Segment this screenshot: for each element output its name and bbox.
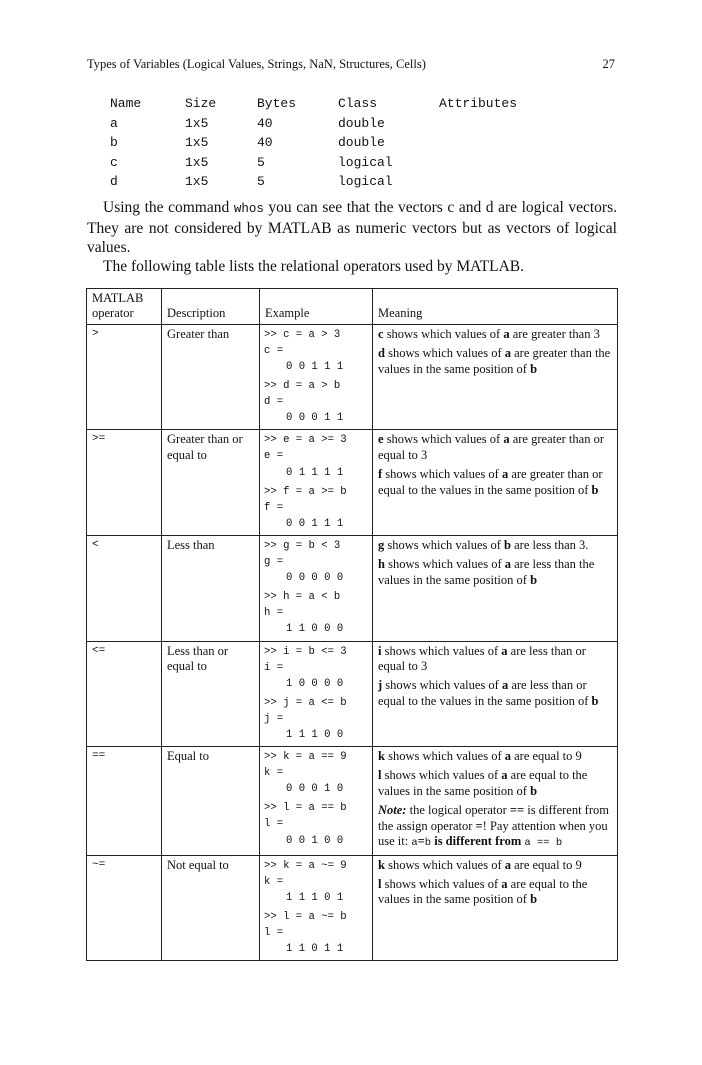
result-vector: 1 1 1 0 0 [286,728,344,741]
text: are less than or equal to 3 [378,643,586,673]
table-header-row [87,289,618,325]
text: are equal to 9 [510,749,582,764]
example-cell [260,430,373,536]
whos-cell: b [110,135,118,150]
bold-text: d [378,346,385,361]
code-line: >> e = a >= 3 [264,434,347,447]
header-operator: MATLAB operator [87,289,162,325]
bold-text: j [378,678,383,693]
running-title: Types of Variables (Logical Values, Strings, NaN, Structures, Cells) [87,57,426,71]
result-vector: 1 0 0 0 0 [286,677,344,690]
meaning-paragraph [378,858,612,873]
bold-text: a [501,678,509,693]
bold-text: a [501,768,508,783]
code-line: f = [264,501,284,514]
code-line: l = [264,818,284,831]
text: shows which values of [384,537,505,552]
bold-text: b [530,361,538,376]
whos-row [110,133,517,153]
code-line: >> k = a == 9 [264,751,347,764]
result-vector: 0 0 0 1 0 [286,783,344,796]
whos-header-row [110,94,517,114]
example-cell [260,641,373,747]
operator-cell: == [87,747,162,855]
text: shows which values of [384,749,505,764]
inline-code: whos [233,202,264,216]
whos-header-name: Name [110,96,142,111]
inline-code: a [411,837,418,850]
result-vector: 1 1 1 0 1 [286,891,344,904]
whos-cell: d [110,174,118,189]
result-vector: 1 1 0 1 1 [286,942,344,955]
body-text [87,198,617,276]
text: shows which values of [384,346,505,361]
code-line: i = [264,661,284,674]
header-example: Example [260,289,373,325]
code-line: c = [264,344,284,357]
table-row [87,324,618,430]
text: ! Pay attention when you use it: [378,818,608,849]
whos-header-attributes: Attributes [439,96,518,111]
description-cell: Less than [162,535,260,641]
code-line: k = [264,875,284,888]
meaning-paragraph [378,557,612,588]
text: are less than or equal to the values in the same position of [378,678,592,708]
bold-text: a [504,557,511,572]
result-vector: 0 0 1 0 0 [286,834,344,847]
meaning-cell [373,535,618,641]
whos-cell: 40 [257,135,273,150]
code-line: >> j = a <= b [264,696,347,709]
note-label: Note: [378,803,407,818]
whos-cell: 5 [257,174,265,189]
whos-header-class: Class [338,96,378,111]
code-line: j = [264,712,284,725]
example-cell [260,747,373,855]
code-line: h = [264,607,284,620]
bold-text: = [417,834,425,849]
bold-text: a [501,876,508,891]
result-vector: 0 0 0 0 0 [286,572,344,585]
page-number: 27 [602,57,615,71]
table-row [87,535,618,641]
meaning-paragraph [378,768,612,799]
meaning-paragraph [378,644,612,675]
bold-text: a [504,749,511,764]
bold-text: a [503,326,510,341]
whos-row [110,153,517,173]
bold-text: b [591,482,599,497]
example-cell [260,855,373,961]
text: are less than the values in the same position of [378,557,595,587]
text: shows which values of [382,467,502,482]
code-line: d = [264,396,284,409]
bold-text: a [501,643,508,658]
whos-header-bytes: Bytes [257,96,297,111]
bold-text: a [503,432,510,447]
meaning-paragraph [378,678,612,709]
table-row [87,855,618,961]
whos-cell: logical [338,174,393,189]
meaning-paragraph [378,877,612,908]
table-row [87,747,618,855]
bold-text: b [530,892,538,907]
paragraph: The following table lists the relational operators used by MATLAB. [103,258,524,275]
code-line: e = [264,450,284,463]
meaning-cell [373,324,618,430]
operator-cell: >= [87,430,162,536]
code-line: >> d = a > b [264,380,341,393]
whos-cell: 1x5 [185,174,209,189]
bold-text: == [509,803,525,818]
bold-text: a [504,857,511,872]
text: shows which values of [384,857,505,872]
code-line: >> h = a < b [264,591,341,604]
meaning-cell [373,430,618,536]
text: is different from the assign operator [378,803,609,833]
bold-text: i [378,643,382,658]
text: are equal to 9 [510,857,582,872]
meaning-paragraph [378,749,612,764]
text: shows which values of [381,876,502,891]
header-description: Description [162,289,260,325]
description-cell: Equal to [162,747,260,855]
description-cell: Not equal to [162,855,260,961]
bold-text: a [504,346,511,361]
inline-code: b [424,837,432,850]
description-cell: Less than or equal to [162,641,260,747]
bold-text: e [378,432,384,447]
text: you can see that the vectors c and d are logical vectors. They are not considered by MATLAB as numeric vectors but as vectors of logical values. [87,199,617,256]
code-line: g = [264,556,284,569]
whos-cell: 40 [257,115,273,131]
result-vector: 0 0 0 1 1 [286,412,344,425]
text: are equal to the values in the same position of [378,876,588,907]
text: are less than 3. [510,537,589,552]
result-vector: 1 1 0 0 0 [286,623,344,636]
meaning-cell [373,641,618,747]
text: shows which values of [383,326,504,341]
bold-text: b [530,572,538,587]
bold-text: a [501,467,509,482]
operator-cell: > [87,324,162,430]
text: are greater than or equal to the values in the same position of [378,467,603,497]
bold-text: c [378,326,384,341]
code-line: >> l = a ~= b [264,910,347,923]
meaning-paragraph [378,467,612,498]
whos-cell: double [338,115,385,131]
whos-row [110,114,517,134]
table-row [87,641,618,747]
inline-code: a == b [524,837,563,850]
text: Using the command [103,199,234,216]
text: shows which values of [384,557,505,572]
text: shows which values of [381,768,502,783]
meaning-paragraph [378,327,612,342]
description-cell: Greater than or equal to [162,430,260,536]
example-cell [260,324,373,430]
text: are greater than the values in the same position of [378,346,611,376]
operator-cell: ~= [87,855,162,961]
description-cell: Greater than [162,324,260,430]
code-line: l = [264,926,284,939]
whos-header-size: Size [185,96,217,111]
operator-cell: <= [87,641,162,747]
result-vector: 0 0 1 1 1 [286,517,344,530]
result-vector: 0 0 1 1 1 [286,361,344,373]
whos-output [110,94,517,192]
bold-text: is different from [431,834,525,849]
bold-text: b [504,537,511,552]
result-vector: 0 1 1 1 1 [286,466,344,479]
meaning-paragraph [378,432,612,463]
whos-cell: logical [338,154,393,170]
whos-cell: c [110,154,118,170]
bold-text: h [378,557,385,572]
text: shows which values of [382,678,502,693]
code-line: >> l = a == b [264,802,347,815]
code-line: k = [264,767,284,780]
bold-text: b [591,693,599,708]
example-cell [260,535,373,641]
bold-text: l [378,876,382,891]
text: are greater than or equal to 3 [378,432,604,462]
operator-cell: < [87,535,162,641]
whos-row [110,172,517,192]
whos-cell: 1x5 [185,115,209,131]
code-line: >> g = b < 3 [264,539,341,552]
meaning-cell [373,855,618,961]
whos-cell: 1x5 [185,154,209,170]
whos-cell: 5 [257,154,265,170]
meaning-paragraph [378,538,612,553]
text: the logical operator [406,803,510,818]
text: shows which values of [381,643,502,658]
header-meaning: Meaning [373,289,618,325]
note-paragraph [378,803,612,851]
meaning-paragraph [378,346,612,377]
bold-text: f [378,467,383,482]
text: shows which values of [383,432,504,447]
text: are equal to the values in the same position of [378,768,588,798]
bold-text: l [378,768,382,783]
paragraph [87,198,617,257]
code-line: >> f = a >= b [264,485,347,498]
bold-text: g [378,537,385,552]
meaning-cell [373,747,618,855]
code-line: >> i = b <= 3 [264,645,347,658]
bold-text: = [475,818,483,833]
whos-cell: a [110,115,118,131]
relational-operators-table [86,288,618,961]
whos-cell: 1x5 [185,135,209,150]
code-line: >> c = a > 3 [264,328,341,341]
code-line: >> k = a ~= 9 [264,859,347,872]
bold-text: k [378,749,385,764]
table-row [87,430,618,536]
bold-text: b [530,783,538,798]
bold-text: k [378,857,385,872]
text: are greater than 3 [509,326,600,341]
running-header [87,57,617,72]
whos-cell: double [338,135,385,150]
